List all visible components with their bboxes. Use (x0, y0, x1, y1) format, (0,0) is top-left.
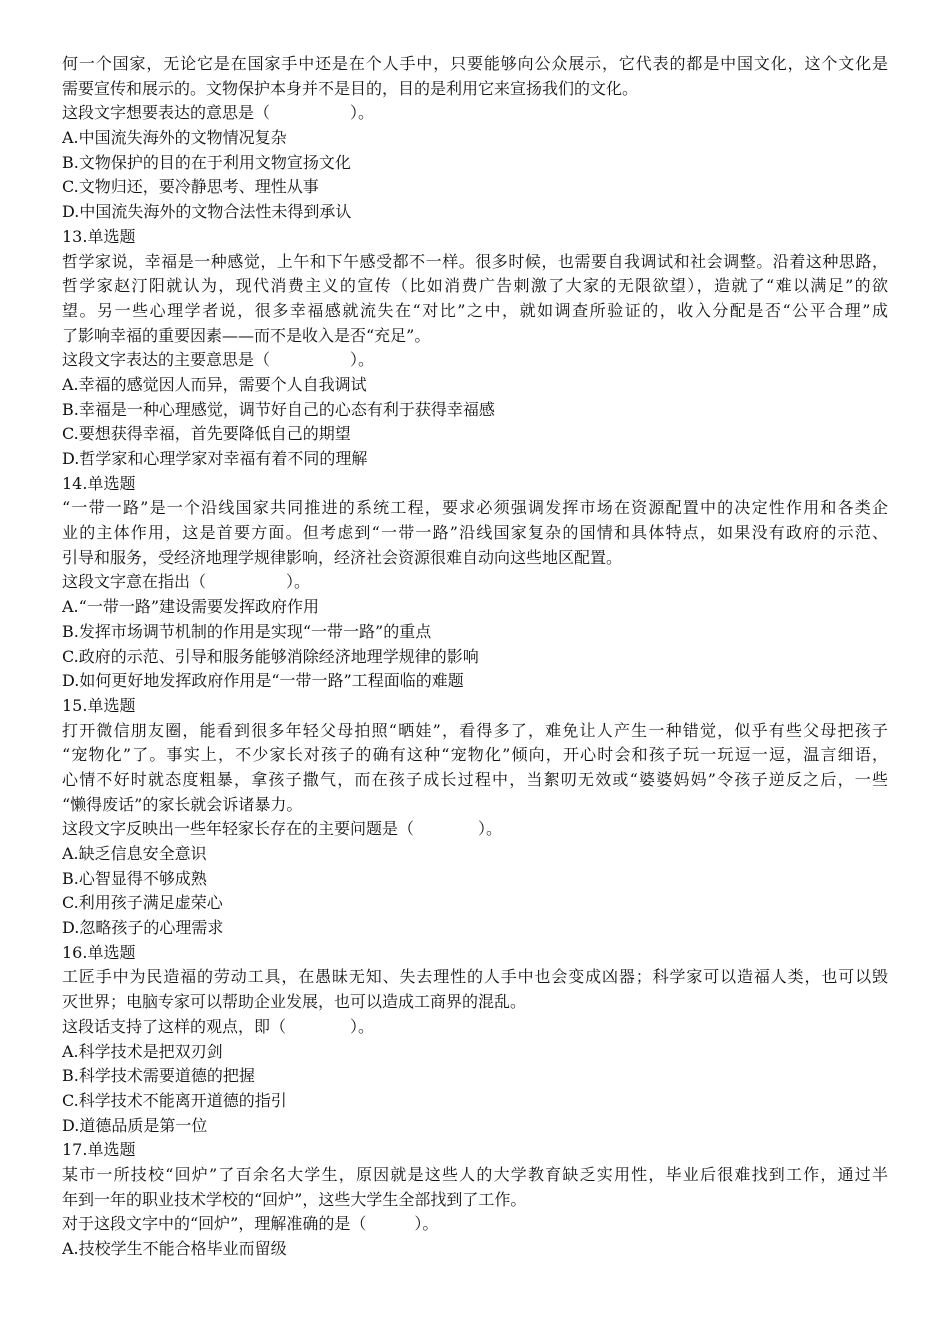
passage-line: 哲学家赵汀阳就认为，现代消费主义的宣传（比如消费广告刺激了大家的无限欲望），造就了“难以满足”的欲 (62, 276, 888, 296)
question-17 (62, 1138, 888, 1261)
option-c: C.科学技术不能离开道德的指引 (62, 1090, 287, 1110)
question-stem: 这段文字反映出一些年轻家长存在的主要问题是（ ）。 (62, 819, 503, 839)
passage-line: 年到一年的职业技术学校的“回炉”，这些大学生全部找到了工作。 (62, 1189, 527, 1209)
option-b: B.心智显得不够成熟 (62, 868, 207, 888)
passage-line: 望。另一些心理学者说，很多幸福感就流失在“对比”之中，就如调查所验证的，收入分配是否“公平合理”成 (62, 300, 888, 320)
option-c: C.政府的示范、引导和服务能够消除经济地理学规律的影响 (62, 646, 479, 666)
question-16 (62, 941, 888, 1139)
option-d: D.忽略孩子的心理需求 (62, 918, 224, 938)
option-a: A.中国流失海外的文物情况复杂 (62, 128, 287, 148)
option-b: B.科学技术需要道德的把握 (62, 1066, 255, 1086)
question-stem: 这段话支持了这样的观点，即（ ）。 (62, 1016, 375, 1036)
question-14 (62, 472, 888, 694)
passage-line: 业的主体作用，这是首要方面。但考虑到“一带一路”沿线国家复杂的国情和具体特点，如果没有政府的示范、 (62, 523, 888, 543)
question-stem: 这段文字表达的主要意思是（ ）。 (62, 350, 375, 370)
option-a: A.缺乏信息安全意识 (62, 844, 207, 863)
option-b: B.发挥市场调节机制的作用是实现“一带一路”的重点 (62, 621, 432, 641)
option-a: A.幸福的感觉因人而异，需要个人自我调试 (62, 374, 367, 394)
question-header: 14.单选题 (62, 473, 136, 493)
previous-question-continuation (62, 52, 888, 225)
option-b: B.文物保护的目的在于利用文物宣扬文化 (62, 152, 351, 172)
option-d: D.哲学家和心理学家对幸福有着不同的理解 (62, 449, 368, 468)
question-header: 16.单选题 (62, 942, 136, 962)
passage-line: 引导和服务，受经济地理学规律影响，经济社会资源很难自动向这些地区配置。 (62, 547, 623, 567)
option-a: A.科学技术是把双刃剑 (62, 1041, 223, 1061)
question-header: 17.单选题 (62, 1140, 136, 1160)
question-stem: 对于这段文字中的“回炉”，理解准确的是（ ）。 (62, 1214, 439, 1234)
question-stem: 这段文字想要表达的意思是（ ）。 (62, 103, 375, 123)
question-stem: 这段文字意在指出（ ）。 (62, 572, 311, 592)
passage-line: “一带一路”是一个沿线国家共同推进的系统工程，要求必须强调发挥市场在资源配置中的决定性作用和各类企 (62, 498, 888, 518)
passage-line: “懒得废话”的家长就会诉诸暴力。 (62, 794, 303, 814)
passage-line: 了影响幸福的重要因素——而不是收入是否“充足”。 (62, 325, 431, 345)
option-c: C.文物归还，要冷静思考、理性从事 (62, 177, 319, 197)
option-c: C.要想获得幸福，首先要降低自己的期望 (62, 424, 351, 444)
option-a: A.技校学生不能合格毕业而留级 (62, 1239, 287, 1258)
option-d: D.道德品质是第一位 (62, 1115, 208, 1135)
passage-line: 打开微信朋友圈，能看到很多年轻父母拍照“晒娃”，看得多了，难免让人产生一种错觉，似乎有些父母把孩子 (62, 720, 888, 740)
passage-line: 何一个国家，无论它是在国家手中还是在个人手中，只要能够向公众展示，它代表的都是中国文化，这个文化是 (62, 54, 888, 73)
option-b: B.幸福是一种心理感觉，调节好自己的心态有利于获得幸福感 (62, 399, 495, 419)
option-a: A.“一带一路”建设需要发挥政府作用 (62, 597, 320, 617)
option-d: D.中国流失海外的文物合法性未得到承认 (62, 202, 352, 222)
passage-line: 灭世界；电脑专家可以帮助企业发展，也可以造成工商界的混乱。 (62, 992, 527, 1012)
question-header: 13.单选题 (62, 226, 136, 246)
passage-line: 哲学家说，幸福是一种感觉，上午和下午感受都不一样。很多时候，也需要自我调试和社会调整。沿着这种思路， (62, 251, 888, 271)
passage-line: 需要宣传和展示的。文物保护本身并不是目的，目的是利用它来宣扬我们的文化。 (62, 78, 639, 98)
question-13 (62, 225, 888, 472)
passage-line: 心情不好时就态度粗暴，拿孩子撒气，而在孩子成长过程中，当絮叨无效或“婆婆妈妈”令孩子逆反之后，一些 (62, 769, 888, 789)
passage-line: 工匠手中为民造福的劳动工具，在愚昧无知、失去理性的人手中也会变成凶器；科学家可以造福人类，也可以毁 (62, 967, 888, 987)
passage-line: 某市一所技校“回炉”了百余名大学生，原因就是这些人的大学教育缺乏实用性，毕业后很难找到工作，通过半 (62, 1164, 888, 1184)
option-d: D.如何更好地发挥政府作用是“一带一路”工程面临的难题 (62, 671, 464, 691)
question-header: 15.单选题 (62, 695, 136, 715)
option-c: C.利用孩子满足虚荣心 (62, 893, 223, 913)
question-15 (62, 694, 888, 941)
passage-line: “宠物化”了。事实上，不少家长对孩子的确有这种“宠物化”倾向，开心时会和孩子玩一玩逗一逗，温言细语， (62, 745, 888, 765)
